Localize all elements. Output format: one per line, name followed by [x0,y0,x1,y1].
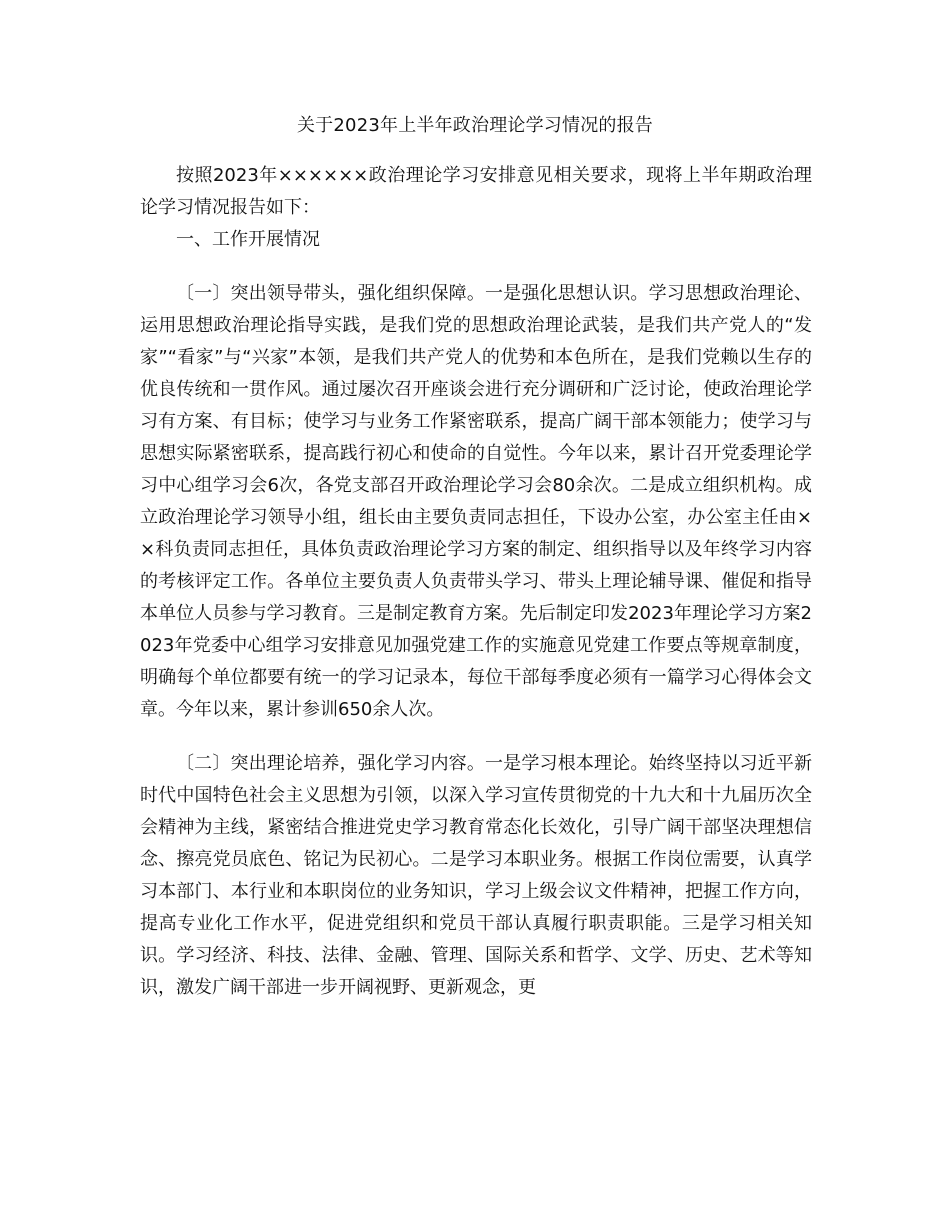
section-paragraph-1: 〔一〕突出领导带头，强化组织保障。一是强化思想认识。学习思想政治理论、运用思想政治理论指导实践，是我们党的思想政治理论武装，是我们共产党人的“发家”“看家”与“兴家”本领，是我们共产党人的优势和本色所在，是我们党赖以生存的优良传统和一贯作风。通过屡次召开座谈会进行充分调研和广泛讨论，使政治理论学习有方案、有目标；使学习与业务工作紧密联系，提高广阔干部本领能力；使学习与思想实际紧密联系，提高践行初心和使命的自觉性。今年以来，累计召开党委理论学习中心组学习会6次，各党支部召开政治理论学习会80余次。二是成立组织机构。成立政治理论学习领导小组，组长由主要负责同志担任，下设办公室，办公室主任由××科负责同志担任，具体负责政治理论学习方案的制定、组织指导以及年终学习内容的考核评定工作。各单位主要负责人负责带头学习、带头上理论辅导课、催促和指导本单位人员参与学习教育。三是制定教育方案。先后制定印发2023年理论学习方案2023年党委中心组学习安排意见加强党建工作的实施意见党建工作要点等规章制度，明确每个单位都要有统一的学习记录本，每位干部每季度必须有一篇学习心得体会文章。今年以来，累计参训650余人次。 [140,283,812,720]
document-title: 关于2023年上半年政治理论学习情况的报告 [296,115,653,136]
section-paragraph-2: 〔二〕突出理论培养，强化学习内容。一是学习根本理论。始终坚持以习近平新时代中国特色社会主义思想为引领，以深入学习宣传贯彻党的十九大和十九届历次全会精神为主线，紧密结合推进党史学习教育常态化长效化，引导广阔干部坚决理想信念、擦亮党员底色、铭记为民初心。二是学习本职业务。根据工作岗位需要，认真学习本部门、本行业和本职岗位的业务知识，学习上级会议文件精神，把握工作方向，提高专业化工作水平，促进党组织和党员干部认真履行职责职能。三是学习相关知识。学习经济、科技、法律、金融、管理、国际关系和哲学、文学、历史、艺术等知识，激发广阔干部进一步开阔视野、更新观念，更 [140,753,812,998]
intro-paragraph: 按照2023年××××××政治理论学习安排意见相关要求，现将上半年期政治理论学习情况报告如下： [140,165,812,218]
document-body [140,160,812,1004]
section-heading: 一、工作开展情况 [176,229,320,250]
